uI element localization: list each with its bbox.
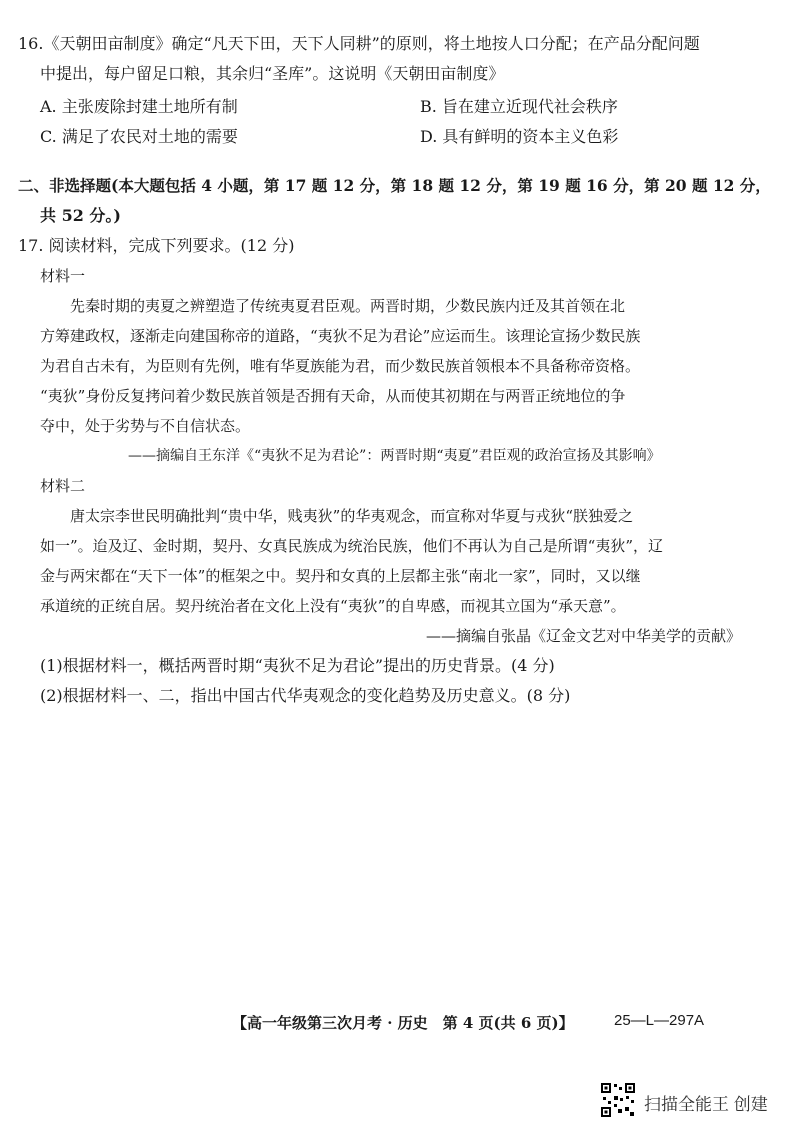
q17-sub2: (2)根据材料一、二，指出中国古代华夷观念的变化趋势及历史意义。(8 分) [40,686,571,705]
material1-source: ——摘编自王东洋《“夷狄不足为君论”：两晋时期“夷夏”君臣观的政治宣扬及其影响》 [128,448,661,464]
page-footer: 【高一年级第三次月考 · 历史 第 4 页(共 6 页)】 [232,1014,574,1032]
q16-option-a: A. 主张废除封建土地所有制 [40,97,238,116]
material1-line4: “夷狄”身份反复拷问着少数民族首领是否拥有天命，从而使其初期在与两晋正统地位的争 [40,387,626,405]
qr-code-icon [600,1082,636,1118]
material2-line2: 如一”。迨及辽、金时期，契丹、女真民族成为统治民族，他们不再认为自己是所谓“夷狄”，辽 [40,537,664,555]
material2-line4: 承道统的正统自居。契丹统治者在文化上没有“夷狄”的自卑感，而视其立国为“承天意”。 [40,597,626,615]
q17-title: 17. 阅读材料，完成下列要求。(12 分) [18,236,295,255]
material1-line5: 夺中，处于劣势与不自信状态。 [40,417,251,435]
material1-line2: 方筹建政权，逐渐走向建国称帝的道路，“夷狄不足为君论”应运而生。该理论宣扬少数民族 [40,327,641,345]
q16-option-c: C. 满足了农民对土地的需要 [40,127,238,146]
scanner-watermark: 扫描全能王 创建 [644,1095,768,1114]
q16-option-d: D. 具有鲜明的资本主义色彩 [420,127,619,146]
q16-stem-line2: 中提出，每户留足口粮，其余归“圣库”。这说明《天朝田亩制度》 [40,64,505,83]
q16-stem-line1: 16.《天朝田亩制度》确定“凡天下田，天下人同耕”的原则，将土地按人口分配；在产品分配问题 [18,34,700,53]
q16-option-b: B. 旨在建立近现代社会秩序 [420,97,618,116]
material1-line3: 为君自古未有，为臣则有先例，唯有华夏族能为君，而少数民族首领根本不具备称帝资格。 [40,357,641,375]
section2-heading-line2: 共 52 分。) [40,206,121,225]
material2-label: 材料二 [40,477,86,495]
material2-line1: 唐太宗李世民明确批判“贵中华，贱夷狄”的华夷观念，而宣称对华夏与戎狄“朕独爱之 [70,507,634,525]
material2-line3: 金与两宋都在“天下一体”的框架之中。契丹和女真的上层都主张“南北一家”，同时，又以继 [40,567,641,585]
q17-sub1: (1)根据材料一，概括两晋时期“夷狄不足为君论”提出的历史背景。(4 分) [40,656,555,675]
material1-label: 材料一 [40,267,86,285]
section2-heading-line1: 二、非选择题(本大题包括 4 小题，第 17 题 12 分，第 18 题 12 分，第 19 题 16 分，第 20 题 12 分， [18,176,771,195]
material1-line1: 先秦时期的夷夏之辨塑造了传统夷夏君臣观。两晋时期，少数民族内迁及其首领在北 [70,297,626,315]
exam-code: 25—L—297A [614,1012,705,1029]
material2-source: ——摘编自张晶《辽金文艺对中华美学的贡献》 [426,627,742,645]
